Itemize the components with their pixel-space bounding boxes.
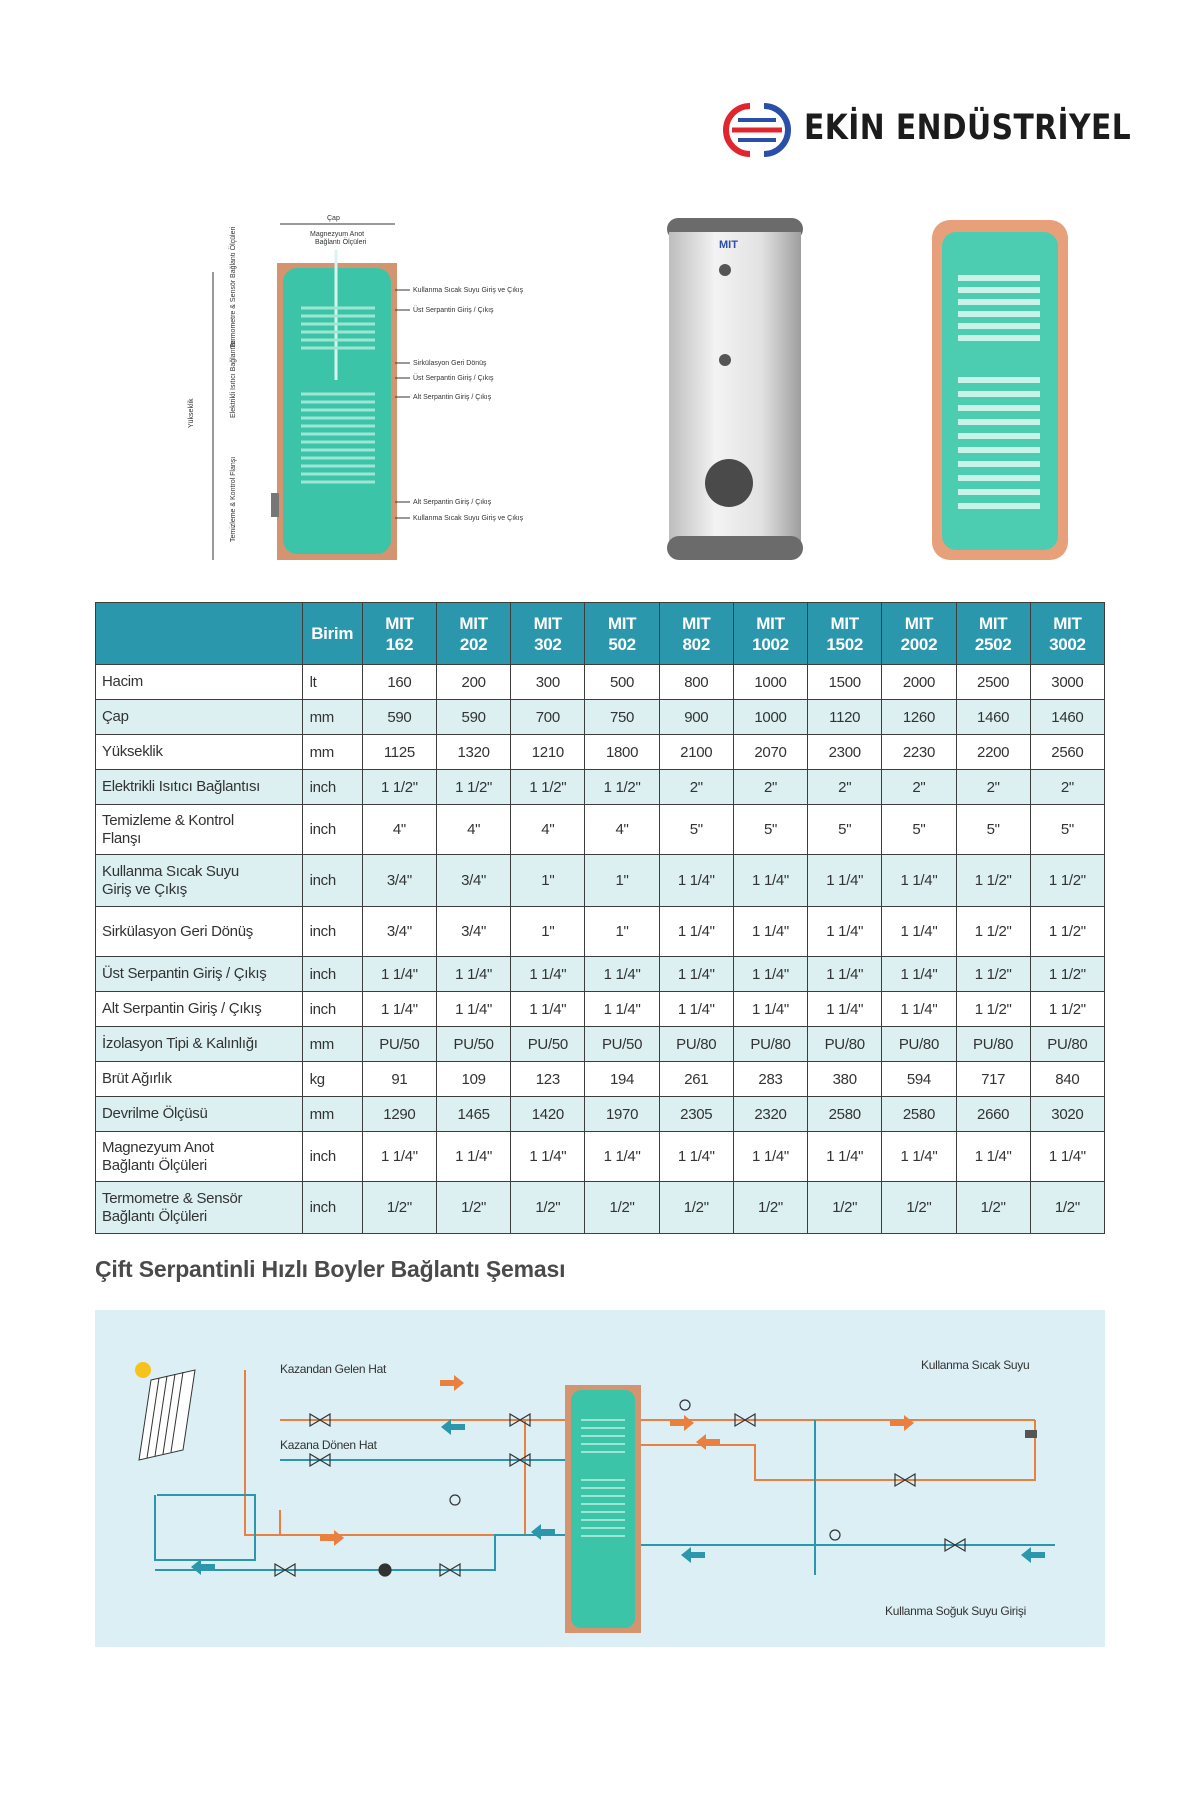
row-value: 1460 bbox=[1030, 700, 1104, 735]
row-value: 750 bbox=[585, 700, 659, 735]
row-value: 1" bbox=[585, 855, 659, 907]
header-model: MIT 2502 bbox=[956, 603, 1030, 665]
row-value: 1 1/4" bbox=[808, 992, 882, 1027]
row-value: 3/4" bbox=[437, 855, 511, 907]
row-value: 109 bbox=[437, 1062, 511, 1097]
header-corner bbox=[96, 603, 303, 665]
label-cold-water: Kullanma Soğuk Suyu Girişi bbox=[885, 1604, 1026, 1618]
row-value: 1 1/4" bbox=[808, 855, 882, 907]
row-value: 590 bbox=[437, 700, 511, 735]
label-hot-water: Kullanma Sıcak Suyu bbox=[921, 1358, 1030, 1372]
row-value: 1" bbox=[511, 907, 585, 957]
header-model: MIT 302 bbox=[511, 603, 585, 665]
row-value: PU/80 bbox=[956, 1027, 1030, 1062]
row-value: 1 1/4" bbox=[362, 992, 436, 1027]
sun-icon bbox=[135, 1362, 151, 1378]
row-value: 1800 bbox=[585, 735, 659, 770]
row-value: 200 bbox=[437, 665, 511, 700]
row-value: PU/80 bbox=[808, 1027, 882, 1062]
table-row bbox=[96, 957, 1105, 992]
row-value: 1460 bbox=[956, 700, 1030, 735]
row-unit: inch bbox=[302, 907, 362, 957]
row-value: 717 bbox=[956, 1062, 1030, 1097]
row-value: 2" bbox=[956, 770, 1030, 805]
row-unit: inch bbox=[302, 957, 362, 992]
brand-name: EKİN ENDÜSTRİYEL bbox=[804, 108, 1132, 148]
schema-title: Çift Serpantinli Hızlı Boyler Bağlantı Şeması bbox=[95, 1256, 566, 1282]
table-row bbox=[96, 992, 1105, 1027]
row-value: 1 1/2" bbox=[956, 855, 1030, 907]
row-value: 2" bbox=[733, 770, 807, 805]
tank-badge: MIT bbox=[719, 239, 738, 251]
row-value: 1 1/4" bbox=[808, 957, 882, 992]
row-value: 261 bbox=[659, 1062, 733, 1097]
row-value: 1/2" bbox=[585, 1182, 659, 1234]
table-row bbox=[96, 1132, 1105, 1182]
table-row bbox=[96, 1027, 1105, 1062]
header-model: MIT 802 bbox=[659, 603, 733, 665]
brand-logo bbox=[712, 98, 1132, 162]
header-unit: Birim bbox=[302, 603, 362, 665]
row-value: 1 1/4" bbox=[659, 1132, 733, 1182]
row-value: 1 1/4" bbox=[808, 1132, 882, 1182]
table-row bbox=[96, 770, 1105, 805]
row-label: Üst Serpantin Giriş / Çıkış bbox=[96, 957, 303, 992]
row-value: 160 bbox=[362, 665, 436, 700]
ekin-logo-icon bbox=[712, 98, 802, 162]
row-value: 1 1/2" bbox=[1030, 855, 1104, 907]
row-unit: mm bbox=[302, 1027, 362, 1062]
row-label: Termometre & Sensör Bağlantı Ölçüleri bbox=[96, 1182, 303, 1234]
tank-cutaway-photo bbox=[930, 218, 1070, 563]
row-value: 1465 bbox=[437, 1097, 511, 1132]
row-value: 1210 bbox=[511, 735, 585, 770]
row-value: 1 1/4" bbox=[733, 1132, 807, 1182]
diag-right-label-1: Üst Serpantin Giriş / Çıkış bbox=[413, 307, 494, 314]
row-unit: inch bbox=[302, 1132, 362, 1182]
row-unit: kg bbox=[302, 1062, 362, 1097]
row-value: 500 bbox=[585, 665, 659, 700]
row-value: 2100 bbox=[659, 735, 733, 770]
row-value: 2500 bbox=[956, 665, 1030, 700]
row-value: 1/2" bbox=[659, 1182, 733, 1234]
header-model: MIT 502 bbox=[585, 603, 659, 665]
row-value: 1 1/4" bbox=[882, 1132, 956, 1182]
row-value: 1/2" bbox=[956, 1182, 1030, 1234]
row-value: 4" bbox=[511, 805, 585, 855]
row-value: 1/2" bbox=[511, 1182, 585, 1234]
diag-top-label-2: Bağlantı Ölçüleri bbox=[315, 239, 367, 246]
table-row bbox=[96, 1097, 1105, 1132]
diag-right-label-3: Üst Serpantin Giriş / Çıkış bbox=[413, 375, 494, 382]
row-value: 194 bbox=[585, 1062, 659, 1097]
diag-top-label-1: Magnezyum Anot bbox=[310, 231, 365, 238]
row-label: Brüt Ağırlık bbox=[96, 1062, 303, 1097]
row-value: 1/2" bbox=[362, 1182, 436, 1234]
row-value: PU/80 bbox=[733, 1027, 807, 1062]
row-value: 1 1/4" bbox=[362, 957, 436, 992]
row-label: Sirkülasyon Geri Dönüş bbox=[96, 907, 303, 957]
row-value: PU/50 bbox=[437, 1027, 511, 1062]
row-value: 2320 bbox=[733, 1097, 807, 1132]
row-label: Elektrikli Isıtıcı Bağlantısı bbox=[96, 770, 303, 805]
diag-right-label-6: Kullanma Sıcak Suyu Giriş ve Çıkış bbox=[413, 515, 524, 522]
table-body bbox=[96, 665, 1105, 1234]
shower-icon bbox=[1025, 1430, 1037, 1438]
boiler-tank-icon bbox=[565, 1385, 641, 1633]
row-unit: mm bbox=[302, 1097, 362, 1132]
solar-collector-icon bbox=[139, 1370, 195, 1460]
header-model: MIT 1502 bbox=[808, 603, 882, 665]
row-value: 1 1/4" bbox=[437, 992, 511, 1027]
row-value: 1 1/4" bbox=[733, 957, 807, 992]
row-value: 1125 bbox=[362, 735, 436, 770]
row-value: 2200 bbox=[956, 735, 1030, 770]
row-value: 2000 bbox=[882, 665, 956, 700]
row-value: 1 1/2" bbox=[956, 957, 1030, 992]
row-value: 1/2" bbox=[437, 1182, 511, 1234]
row-value: 1 1/4" bbox=[733, 855, 807, 907]
row-value: 2305 bbox=[659, 1097, 733, 1132]
row-value: 1 1/2" bbox=[362, 770, 436, 805]
row-value: 1 1/2" bbox=[585, 770, 659, 805]
row-value: 2230 bbox=[882, 735, 956, 770]
row-value: 2" bbox=[882, 770, 956, 805]
row-value: 1 1/2" bbox=[437, 770, 511, 805]
diag-left-label-1: Elektrikli Isıtıcı Bağlantısı bbox=[230, 340, 237, 418]
row-value: 1 1/4" bbox=[733, 907, 807, 957]
row-value: 5" bbox=[1030, 805, 1104, 855]
row-value: 1 1/2" bbox=[511, 770, 585, 805]
row-value: 1290 bbox=[362, 1097, 436, 1132]
row-value: 840 bbox=[1030, 1062, 1104, 1097]
row-value: 1 1/4" bbox=[659, 957, 733, 992]
row-label: Hacim bbox=[96, 665, 303, 700]
row-value: 380 bbox=[808, 1062, 882, 1097]
row-value: 2560 bbox=[1030, 735, 1104, 770]
row-unit: inch bbox=[302, 805, 362, 855]
row-value: 2580 bbox=[808, 1097, 882, 1132]
table-row bbox=[96, 1062, 1105, 1097]
row-value: 1 1/4" bbox=[511, 992, 585, 1027]
row-value: 800 bbox=[659, 665, 733, 700]
table-row bbox=[96, 805, 1105, 855]
row-value: 2" bbox=[1030, 770, 1104, 805]
row-value: 4" bbox=[585, 805, 659, 855]
table-row bbox=[96, 1182, 1105, 1234]
row-value: 3000 bbox=[1030, 665, 1104, 700]
row-label: Magnezyum Anot Bağlantı Ölçüleri bbox=[96, 1132, 303, 1182]
row-value: 1 1/4" bbox=[733, 992, 807, 1027]
row-value: 1 1/4" bbox=[511, 1132, 585, 1182]
row-value: 5" bbox=[956, 805, 1030, 855]
row-value: 1970 bbox=[585, 1097, 659, 1132]
row-value: 1 1/2" bbox=[1030, 907, 1104, 957]
row-value: 1 1/4" bbox=[882, 957, 956, 992]
row-value: 91 bbox=[362, 1062, 436, 1097]
row-unit: mm bbox=[302, 700, 362, 735]
row-value: 5" bbox=[733, 805, 807, 855]
row-value: 900 bbox=[659, 700, 733, 735]
row-value: 1 1/4" bbox=[585, 1132, 659, 1182]
row-value: 1 1/4" bbox=[659, 907, 733, 957]
row-value: 3/4" bbox=[437, 907, 511, 957]
diag-left-label-0: Termometre & Sensör Bağlantı Ölçüleri bbox=[230, 226, 237, 348]
row-value: 1/2" bbox=[882, 1182, 956, 1234]
row-value: 300 bbox=[511, 665, 585, 700]
row-value: PU/50 bbox=[362, 1027, 436, 1062]
row-value: 1" bbox=[585, 907, 659, 957]
table-row bbox=[96, 700, 1105, 735]
row-value: PU/50 bbox=[511, 1027, 585, 1062]
row-unit: inch bbox=[302, 855, 362, 907]
diag-height-label: Yükseklik bbox=[188, 398, 195, 428]
table-row bbox=[96, 665, 1105, 700]
row-unit: inch bbox=[302, 992, 362, 1027]
row-value: 594 bbox=[882, 1062, 956, 1097]
header-row bbox=[96, 603, 1105, 665]
diag-right-label-5: Alt Serpantin Giriş / Çıkış bbox=[413, 499, 492, 506]
row-value: 283 bbox=[733, 1062, 807, 1097]
row-value: PU/50 bbox=[585, 1027, 659, 1062]
row-value: 1 1/4" bbox=[437, 1132, 511, 1182]
row-unit: mm bbox=[302, 735, 362, 770]
header-model: MIT 162 bbox=[362, 603, 436, 665]
row-value: 1 1/4" bbox=[437, 957, 511, 992]
header-model: MIT 3002 bbox=[1030, 603, 1104, 665]
row-value: PU/80 bbox=[1030, 1027, 1104, 1062]
row-value: 590 bbox=[362, 700, 436, 735]
row-value: 1 1/4" bbox=[659, 992, 733, 1027]
row-value: 2070 bbox=[733, 735, 807, 770]
row-value: 3020 bbox=[1030, 1097, 1104, 1132]
row-value: 1260 bbox=[882, 700, 956, 735]
row-unit: inch bbox=[302, 770, 362, 805]
row-value: 1000 bbox=[733, 665, 807, 700]
row-value: 1 1/4" bbox=[362, 1132, 436, 1182]
row-label: Yükseklik bbox=[96, 735, 303, 770]
row-value: 1500 bbox=[808, 665, 882, 700]
row-label: İzolasyon Tipi & Kalınlığı bbox=[96, 1027, 303, 1062]
row-value: 3/4" bbox=[362, 855, 436, 907]
row-value: 5" bbox=[808, 805, 882, 855]
row-value: 1120 bbox=[808, 700, 882, 735]
row-value: 1000 bbox=[733, 700, 807, 735]
row-value: 1420 bbox=[511, 1097, 585, 1132]
row-value: 5" bbox=[659, 805, 733, 855]
row-value: 1 1/2" bbox=[1030, 992, 1104, 1027]
row-value: 700 bbox=[511, 700, 585, 735]
tank-product-photo bbox=[665, 218, 805, 563]
diag-right-label-0: Kullanma Sıcak Suyu Giriş ve Çıkış bbox=[413, 287, 524, 294]
row-value: 1 1/4" bbox=[1030, 1132, 1104, 1182]
connection-schematic bbox=[95, 1310, 1105, 1647]
header-model: MIT 1002 bbox=[733, 603, 807, 665]
row-value: 2580 bbox=[882, 1097, 956, 1132]
row-unit: lt bbox=[302, 665, 362, 700]
row-label: Kullanma Sıcak Suyu Giriş ve Çıkış bbox=[96, 855, 303, 907]
row-value: 1 1/4" bbox=[808, 907, 882, 957]
row-value: 1 1/4" bbox=[585, 957, 659, 992]
header-model: MIT 2002 bbox=[882, 603, 956, 665]
row-value: 1 1/2" bbox=[956, 907, 1030, 957]
row-value: 1/2" bbox=[1030, 1182, 1104, 1234]
row-value: 1 1/4" bbox=[882, 992, 956, 1027]
label-boiler-in: Kazandan Gelen Hat bbox=[280, 1362, 387, 1376]
row-value: 2" bbox=[808, 770, 882, 805]
table-row bbox=[96, 907, 1105, 957]
row-value: 1 1/4" bbox=[956, 1132, 1030, 1182]
row-value: 4" bbox=[362, 805, 436, 855]
row-label: Alt Serpantin Giriş / Çıkış bbox=[96, 992, 303, 1027]
row-value: 1 1/4" bbox=[882, 855, 956, 907]
row-value: 1" bbox=[511, 855, 585, 907]
row-value: 123 bbox=[511, 1062, 585, 1097]
tank-technical-drawing bbox=[188, 208, 555, 568]
row-unit: inch bbox=[302, 1182, 362, 1234]
row-label: Devrilme Ölçüsü bbox=[96, 1097, 303, 1132]
row-value: 1 1/2" bbox=[956, 992, 1030, 1027]
row-label: Temizleme & Kontrol Flanşı bbox=[96, 805, 303, 855]
row-value: 2300 bbox=[808, 735, 882, 770]
row-value: PU/80 bbox=[659, 1027, 733, 1062]
row-value: 1 1/4" bbox=[585, 992, 659, 1027]
row-value: 1 1/2" bbox=[1030, 957, 1104, 992]
row-value: 1/2" bbox=[733, 1182, 807, 1234]
header-model: MIT 202 bbox=[437, 603, 511, 665]
row-value: 1 1/4" bbox=[511, 957, 585, 992]
label-boiler-return: Kazana Dönen Hat bbox=[280, 1438, 377, 1452]
row-value: 3/4" bbox=[362, 907, 436, 957]
diag-right-label-4: Alt Serpantin Giriş / Çıkış bbox=[413, 394, 492, 401]
diag-right-label-2: Sirkülasyon Geri Dönüş bbox=[413, 360, 487, 367]
row-value: 4" bbox=[437, 805, 511, 855]
row-value: 2" bbox=[659, 770, 733, 805]
row-value: 5" bbox=[882, 805, 956, 855]
diag-top-label-0: Çap bbox=[327, 215, 340, 222]
row-value: 1 1/4" bbox=[882, 907, 956, 957]
row-value: 2660 bbox=[956, 1097, 1030, 1132]
table-row bbox=[96, 855, 1105, 907]
specification-table bbox=[95, 602, 1105, 1234]
row-value: PU/80 bbox=[882, 1027, 956, 1062]
table-row bbox=[96, 735, 1105, 770]
row-label: Çap bbox=[96, 700, 303, 735]
row-value: 1320 bbox=[437, 735, 511, 770]
row-value: 1/2" bbox=[808, 1182, 882, 1234]
diag-left-label-2: Temizleme & Kontrol Flanşı bbox=[230, 456, 237, 542]
row-value: 1 1/4" bbox=[659, 855, 733, 907]
table-header bbox=[96, 603, 1105, 665]
